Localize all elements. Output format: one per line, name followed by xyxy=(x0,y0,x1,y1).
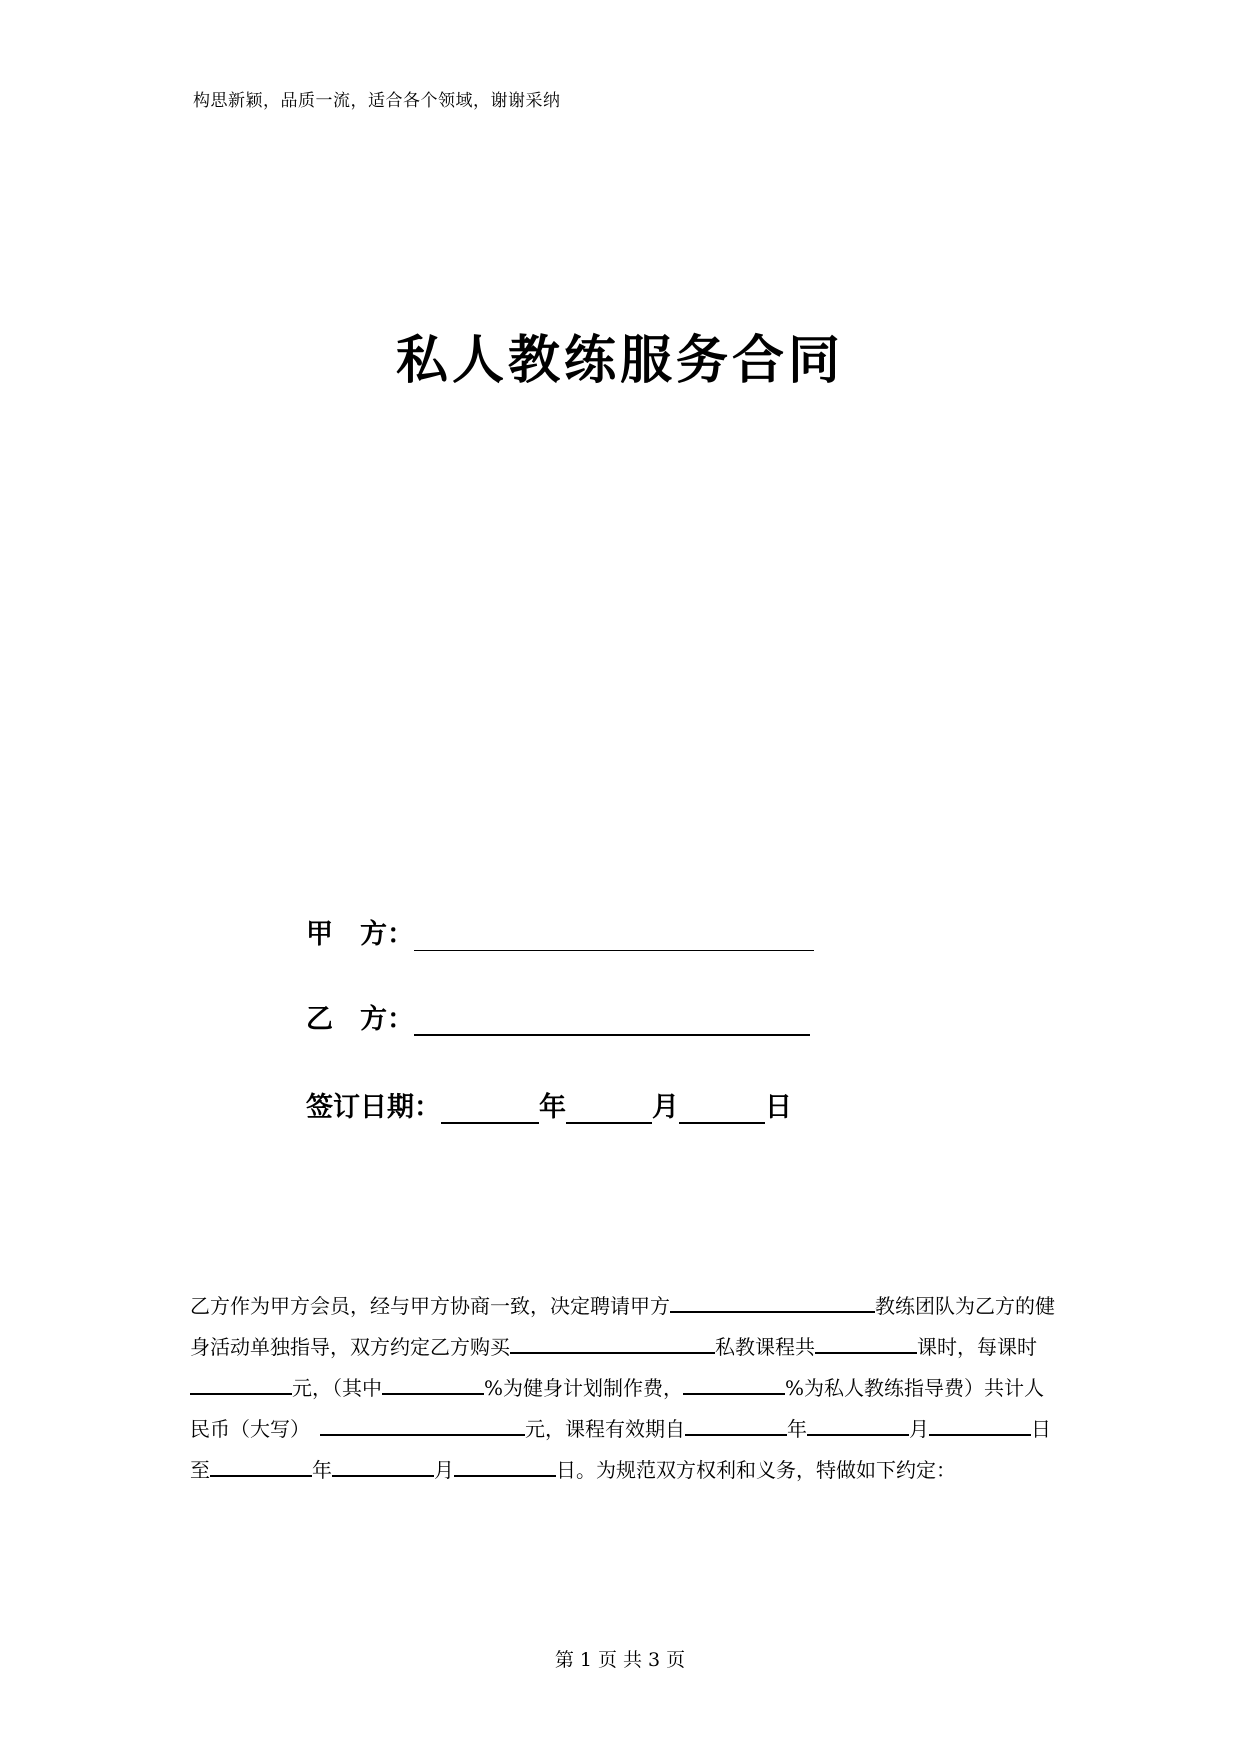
body-text: 元，课程有效期自 xyxy=(525,1417,685,1441)
price-per-lesson-blank[interactable] xyxy=(190,1373,292,1395)
body-text: 日至 xyxy=(190,1417,1051,1482)
body-text: 月 xyxy=(909,1417,929,1441)
purchase-blank[interactable] xyxy=(510,1332,715,1354)
party-a-blank[interactable] xyxy=(414,924,814,951)
plan-fee-percent-blank[interactable] xyxy=(382,1373,484,1395)
end-day-blank[interactable] xyxy=(454,1455,556,1477)
body-text: 日。为规范双方权利和义务，特做如下约定： xyxy=(556,1458,956,1482)
party-a-line xyxy=(306,912,814,951)
body-text: 年 xyxy=(787,1417,807,1441)
end-year-blank[interactable] xyxy=(210,1455,312,1477)
party-b-line xyxy=(306,997,810,1036)
sign-month-blank[interactable] xyxy=(566,1096,652,1124)
header-note: 构思新颖，品质一流，适合各个领域，谢谢采纳 xyxy=(193,91,561,111)
sign-day-blank[interactable] xyxy=(679,1096,765,1124)
party-b-label: 乙 方： xyxy=(306,1004,414,1035)
day-label: 日 xyxy=(765,1092,792,1123)
sign-date-label: 签订日期： xyxy=(306,1092,441,1123)
total-amount-blank[interactable] xyxy=(320,1414,525,1436)
contract-preamble xyxy=(190,1286,1060,1491)
body-text: 元，（其中 xyxy=(292,1376,382,1400)
coaching-fee-percent-blank[interactable] xyxy=(683,1373,785,1395)
body-text: 教练团队为乙方的健身活动单独指导，双方约定乙方购买 xyxy=(190,1294,1055,1359)
body-text: 月 xyxy=(434,1458,454,1482)
year-label: 年 xyxy=(539,1092,566,1123)
body-text: 课时，每课时 xyxy=(917,1335,1037,1359)
page-number: 第 1 页 共 3 页 xyxy=(554,1649,686,1671)
body-text: 乙方作为甲方会员，经与甲方协商一致，决定聘请甲方 xyxy=(190,1294,670,1318)
start-year-blank[interactable] xyxy=(685,1414,787,1436)
sign-year-blank[interactable] xyxy=(441,1096,539,1124)
document-title: 私人教练服务合同 xyxy=(395,331,844,391)
body-text: 私教课程共 xyxy=(715,1335,815,1359)
end-month-blank[interactable] xyxy=(332,1455,434,1477)
coach-team-blank[interactable] xyxy=(670,1291,875,1313)
sign-date-line xyxy=(306,1085,792,1124)
start-month-blank[interactable] xyxy=(807,1414,909,1436)
month-label: 月 xyxy=(652,1092,679,1123)
body-text: %为私人教练指导费）共计人民币（大写） xyxy=(190,1376,1045,1441)
body-text: 年 xyxy=(312,1458,332,1482)
lesson-count-blank[interactable] xyxy=(815,1332,917,1354)
start-day-blank[interactable] xyxy=(929,1414,1031,1436)
body-text: %为健身计划制作费， xyxy=(484,1376,684,1400)
party-a-label: 甲 方： xyxy=(306,919,414,950)
party-b-blank[interactable] xyxy=(414,1008,810,1036)
